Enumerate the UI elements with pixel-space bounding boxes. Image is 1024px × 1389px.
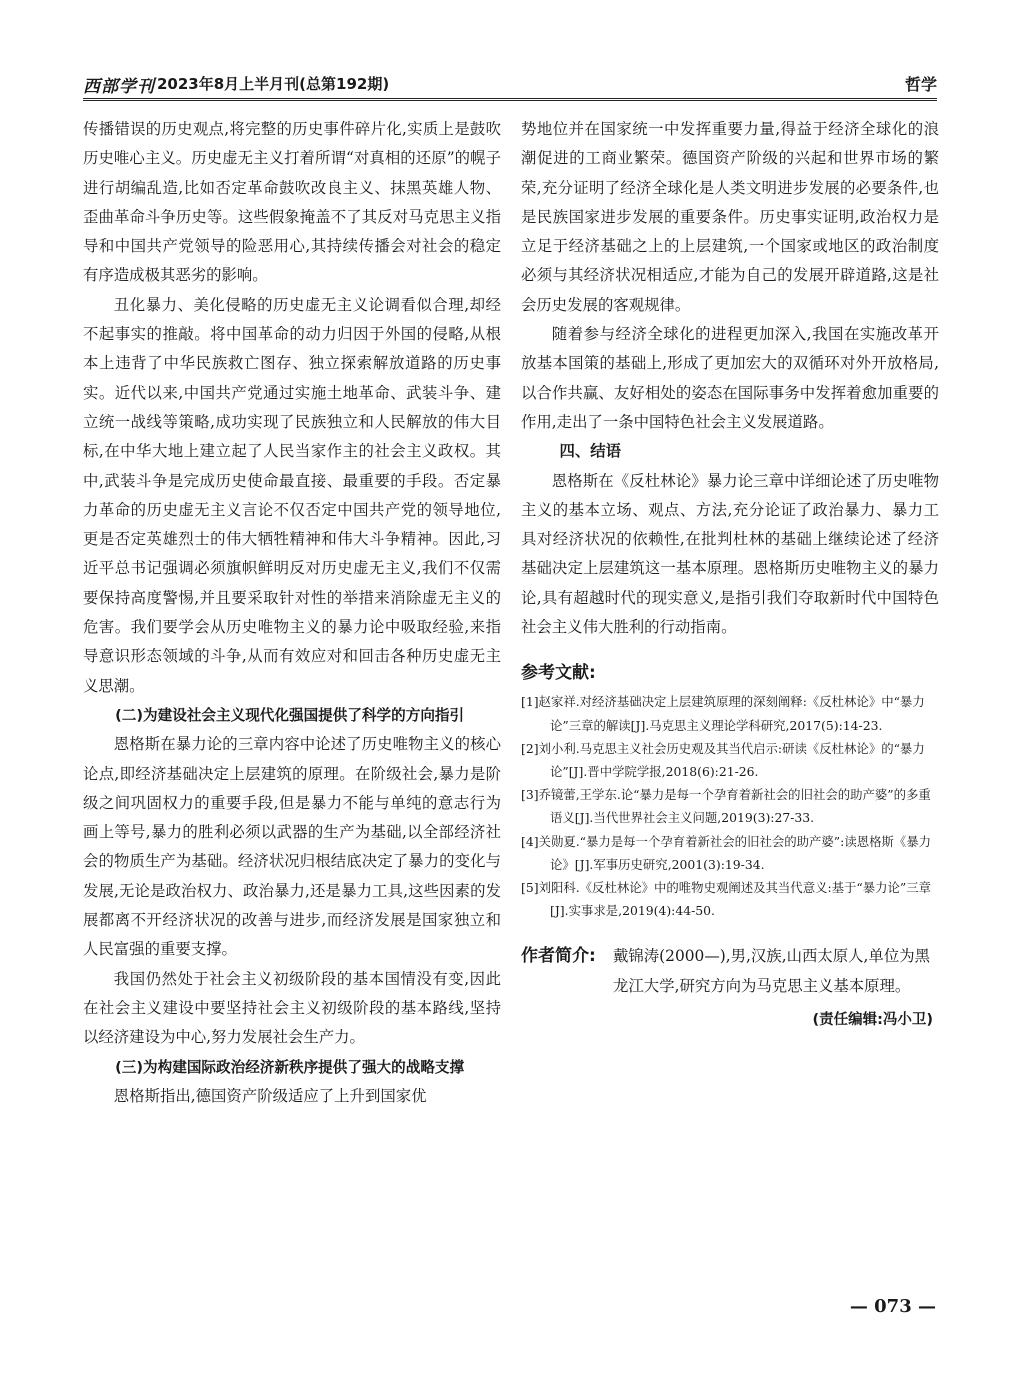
page-number: — 073 —: [849, 1296, 936, 1317]
author-bio: [521, 942, 939, 1001]
paragraph: 随着参与经济全球化的进程更加深入,我国在实施改革开放基本国策的基础上,形成了更加宏大的双循环对外开放格局,以合作共赢、友好相处的姿态在国际事务中发挥着愈加重要的作用,走出了一条中国特色社会主义发展道路。: [521, 325, 939, 431]
reference-item: [4]关勋夏.“暴力是每一个孕育着新社会的旧社会的助产婆”:读恩格斯《暴力论》[J].军事历史研究,2001(3):19-34.: [521, 833, 932, 872]
editor-note: (责任编辑:冯小卫): [812, 1011, 933, 1028]
journal-logo: 西部学刊: [83, 77, 155, 97]
right-column: [521, 115, 939, 1033]
subsection-heading: (三)为构建国际政治经济新秩序提供了强大的战略支撑: [115, 1058, 465, 1076]
reference-item: [5]刘阳科.《反杜林论》中的唯物史观阐述及其当代意义:基于“暴力论”三章[J].实事求是,2019(4):44-50.: [521, 879, 932, 919]
author-label: 作者简介:: [521, 946, 596, 967]
issue-info: 2023年8月上半月刊(总第192期): [157, 75, 390, 93]
reference-item: [2]刘小利.马克思主义社会历史观及其当代启示:研读《反杜林论》的“暴力论”[J].晋中学院学报,2018(6):21-26.: [521, 740, 925, 779]
author-text: 戴锦涛(2000—),男,汉族,山西太原人,单位为黑龙江大学,研究方向为马克思主义基本原理。: [613, 947, 930, 995]
paragraph: 传播错误的历史观点,将完整的历史事件碎片化,实质上是鼓吹历史唯心主义。历史虚无主义打着所谓“对真相的还原”的幌子进行胡编乱造,比如否定革命鼓吹改良主义、抹黑英雄人物、歪曲革命斗争历史等。这些假象掩盖不了其反对马克思主义指导和中国共产党领导的险恶用心,其持续传播会对社会的稳定有序造成极其恶劣的影响。: [83, 120, 501, 285]
paragraph: 恩格斯在暴力论的三章内容中论述了历史唯物主义的核心论点,即经济基础决定上层建筑的原理。在阶级社会,暴力是阶级之间巩固权力的重要手段,但是暴力不能与单纯的意志行为画上等号,暴力的胜利必须以武器的生产为基础,以全部经济社会的物质生产为基础。经济状况归根结底决定了暴力的变化与发展,无论是政治权力、政治暴力,还是暴力工具,这些因素的发展都离不开经济状况的改善与进步,而经济发展是国家独立和人民富强的重要支撑。: [83, 735, 501, 959]
paragraph: 我国仍然处于社会主义初级阶段的基本国情没有变,因此在社会主义建设中要坚持社会主义初级阶段的基本路线,坚持以经济建设为中心,努力发展社会生产力。: [83, 969, 501, 1047]
left-column: [83, 115, 501, 1111]
paragraph: 恩格斯在《反杜林论》暴力论三章中详细论述了历史唯物主义的基本立场、观点、方法,充分论证了政治暴力、暴力工具对经济状况的依赖性,在批判杜林的基础上继续论述了经济基础决定上层建筑这一基本原理。恩格斯历史唯物主义的暴力论,具有超越时代的现实意义,是指引我们夺取新时代中国特色社会主义伟大胜利的行动指南。: [521, 471, 939, 637]
paragraph: 势地位并在国家统一中发挥重要力量,得益于经济全球化的浪潮促进的工商业繁荣。德国资产阶级的兴起和世界市场的繁荣,充分证明了经济全球化是人类文明进步发展的必要条件,也是民族国家进步发展的重要条件。历史事实证明,政治权力是立足于经济基础之上的上层建筑,一个国家或地区的政治制度必须与其经济状况相适应,才能为自己的发展开辟道路,这是社会历史发展的客观规律。: [521, 120, 939, 314]
page-header: [83, 72, 937, 101]
reference-item: [3]乔镜蕾,王学东.论“暴力是每一个孕育着新社会的旧社会的助产婆”的多重语义[J].当代世界社会主义问题,2019(3):27-33.: [521, 787, 931, 826]
paragraph: 恩格斯指出,德国资产阶级适应了上升到国家优: [113, 1086, 427, 1105]
section-label: 哲学: [904, 75, 937, 94]
subsection-heading: (二)为建设社会主义现代化强国提供了科学的方向指引: [115, 706, 465, 724]
paragraph: 丑化暴力、美化侵略的历史虚无主义论调看似合理,却经不起事实的推敲。将中国革命的动力归因于外国的侵略,从根本上违背了中华民族救亡图存、独立探索解放道路的历史事实。近代以来,中国共产党通过实施土地革命、武装斗争、建立统一战线等策略,成功实现了民族独立和人民解放的伟大目标,在中华大地上建立起了人民当家作主的社会主义政权。其中,武装斗争是完成历史使命最直接、最重要的手段。否定暴力革命的历史虚无主义言论不仅否定中国共产党的领导地位,更是否定英雄烈士的伟大牺牲精神和伟大斗争精神。因此,习近平总书记强调必须旗帜鲜明反对历史虚无主义,我们不仅需要保持高度警惕,并且要采取针对性的举措来消除虚无主义的危害。我们要学会从历史唯物主义的暴力论中吸取经验,来指导意识形态领域的斗争,从而有效应对和回击各种历史虚无主义思潮。: [83, 295, 501, 695]
reference-item: [1]赵家祥.对经济基础决定上层建筑原理的深刻阐释:《反杜林论》中“暴力论”三章的解读[J].马克思主义理论学科研究,2017(5):14-23.: [521, 694, 925, 733]
section-heading: 四、结语: [559, 442, 622, 461]
references-title: 参考文献:: [521, 663, 596, 684]
